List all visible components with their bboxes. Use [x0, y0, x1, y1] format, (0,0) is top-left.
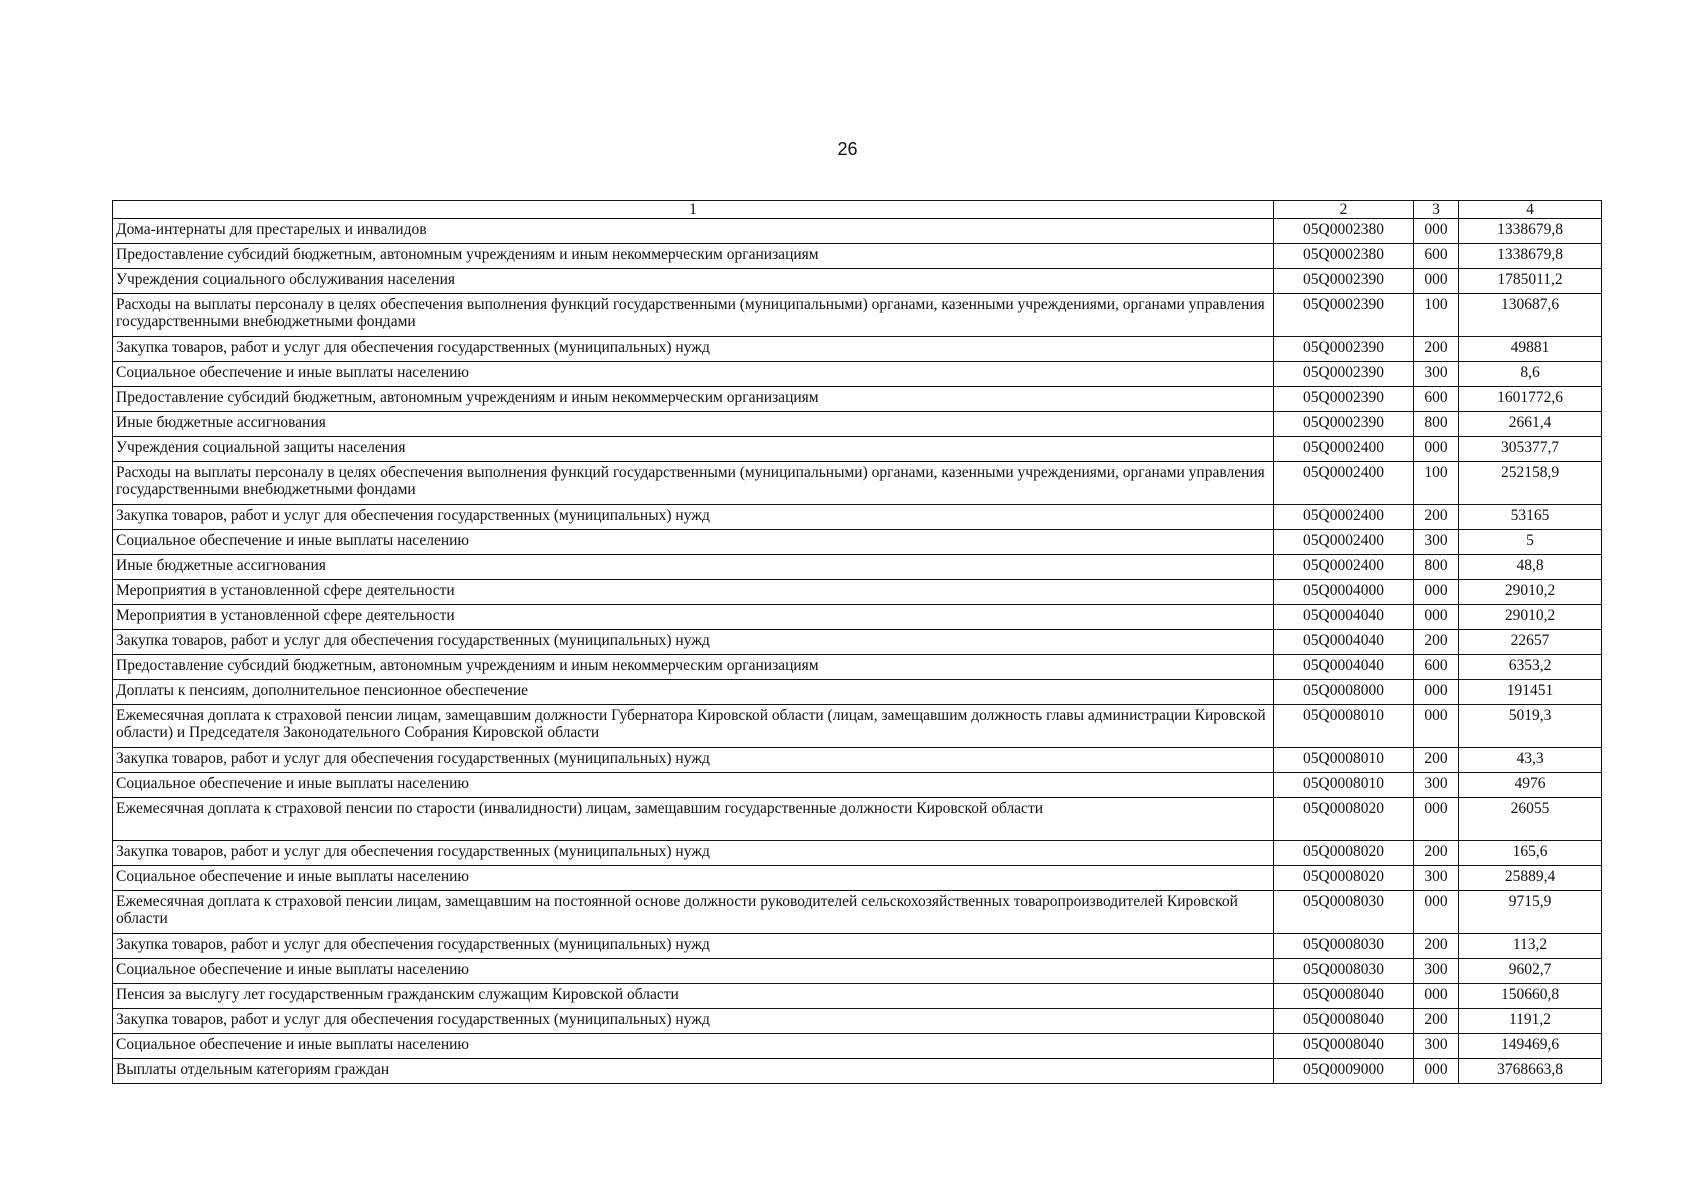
row-name-cell: Закупка товаров, работ и услуг для обеспечения государственных (муниципальных) нужд	[113, 748, 1274, 773]
table-row	[113, 841, 1602, 866]
table-row	[113, 412, 1602, 437]
row-name-cell: Расходы на выплаты персоналу в целях обеспечения выполнения функций государственными (муниципальными) органами, казенными учреждениями, органами управления государственными внебюджетными фондами	[113, 294, 1274, 337]
row-code-cell: 05Q0002380	[1274, 244, 1414, 269]
row-sum-cell: 4976	[1459, 773, 1602, 798]
row-name-cell: Ежемесячная доплата к страховой пенсии по старости (инвалидности) лицам, замещавшим государственные должности Кировской области	[113, 798, 1274, 841]
table-row	[113, 530, 1602, 555]
row-name-cell: Социальное обеспечение и иные выплаты населению	[113, 1034, 1274, 1059]
row-sum-cell: 191451	[1459, 680, 1602, 705]
row-code-cell: 05Q0004000	[1274, 580, 1414, 605]
row-kind-cell: 300	[1414, 866, 1459, 891]
row-name-cell: Учреждения социального обслуживания населения	[113, 269, 1274, 294]
row-code-cell: 05Q0004040	[1274, 655, 1414, 680]
row-name-cell: Социальное обеспечение и иные выплаты населению	[113, 530, 1274, 555]
row-kind-cell: 300	[1414, 773, 1459, 798]
table-row	[113, 362, 1602, 387]
row-sum-cell: 2661,4	[1459, 412, 1602, 437]
row-kind-cell: 600	[1414, 244, 1459, 269]
row-kind-cell: 000	[1414, 219, 1459, 244]
row-code-cell: 05Q0002390	[1274, 362, 1414, 387]
row-name-cell: Учреждения социальной защиты населения	[113, 437, 1274, 462]
row-code-cell: 05Q0004040	[1274, 605, 1414, 630]
row-kind-cell: 000	[1414, 705, 1459, 748]
row-sum-cell: 3768663,8	[1459, 1059, 1602, 1084]
row-name-cell: Доплаты к пенсиям, дополнительное пенсионное обеспечение	[113, 680, 1274, 705]
table-row	[113, 337, 1602, 362]
header-cell-name: 1	[113, 201, 1274, 219]
row-sum-cell: 25889,4	[1459, 866, 1602, 891]
row-name-cell: Дома-интернаты для престарелых и инвалидов	[113, 219, 1274, 244]
row-kind-cell: 300	[1414, 1034, 1459, 1059]
table-row	[113, 555, 1602, 580]
table-row	[113, 798, 1602, 841]
row-sum-cell: 1338679,8	[1459, 219, 1602, 244]
table-row	[113, 462, 1602, 505]
table-row	[113, 866, 1602, 891]
row-sum-cell: 149469,6	[1459, 1034, 1602, 1059]
table-row	[113, 773, 1602, 798]
row-name-cell: Мероприятия в установленной сфере деятельности	[113, 580, 1274, 605]
row-code-cell: 05Q0008020	[1274, 841, 1414, 866]
row-name-cell: Пенсия за выслугу лет государственным гражданским служащим Кировской области	[113, 984, 1274, 1009]
table-row	[113, 655, 1602, 680]
row-code-cell: 05Q0008040	[1274, 1009, 1414, 1034]
row-sum-cell: 113,2	[1459, 934, 1602, 959]
row-sum-cell: 165,6	[1459, 841, 1602, 866]
row-code-cell: 05Q0004040	[1274, 630, 1414, 655]
row-kind-cell: 300	[1414, 959, 1459, 984]
table-row	[113, 437, 1602, 462]
row-kind-cell: 000	[1414, 437, 1459, 462]
header-cell-kind: 3	[1414, 201, 1459, 219]
header-cell-code: 2	[1274, 201, 1414, 219]
row-code-cell: 05Q0002390	[1274, 337, 1414, 362]
table-row	[113, 891, 1602, 934]
row-sum-cell: 29010,2	[1459, 580, 1602, 605]
row-code-cell: 05Q0008030	[1274, 959, 1414, 984]
row-sum-cell: 252158,9	[1459, 462, 1602, 505]
row-sum-cell: 130687,6	[1459, 294, 1602, 337]
row-name-cell: Мероприятия в установленной сфере деятельности	[113, 605, 1274, 630]
row-sum-cell: 9602,7	[1459, 959, 1602, 984]
row-code-cell: 05Q0008030	[1274, 891, 1414, 934]
table-row	[113, 705, 1602, 748]
header-cell-sum: 4	[1459, 201, 1602, 219]
row-sum-cell: 48,8	[1459, 555, 1602, 580]
row-sum-cell: 8,6	[1459, 362, 1602, 387]
row-name-cell: Предоставление субсидий бюджетным, автономным учреждениям и иным некоммерческим организациям	[113, 387, 1274, 412]
row-name-cell: Ежемесячная доплата к страховой пенсии лицам, замещавшим должности Губернатора Кировской области (лицам, замещавшим должность главы администрации Кировской области) и Председателя Законодательного Собрания Кировской области	[113, 705, 1274, 748]
row-kind-cell: 600	[1414, 655, 1459, 680]
row-sum-cell: 9715,9	[1459, 891, 1602, 934]
row-name-cell: Социальное обеспечение и иные выплаты населению	[113, 959, 1274, 984]
table-row	[113, 984, 1602, 1009]
table-row	[113, 934, 1602, 959]
row-sum-cell: 150660,8	[1459, 984, 1602, 1009]
row-kind-cell: 200	[1414, 934, 1459, 959]
row-code-cell: 05Q0008000	[1274, 680, 1414, 705]
table-row	[113, 505, 1602, 530]
table-row	[113, 387, 1602, 412]
row-name-cell: Социальное обеспечение и иные выплаты населению	[113, 362, 1274, 387]
row-code-cell: 05Q0002390	[1274, 269, 1414, 294]
table-row	[113, 605, 1602, 630]
table-row	[113, 959, 1602, 984]
row-code-cell: 05Q0002380	[1274, 219, 1414, 244]
row-kind-cell: 000	[1414, 269, 1459, 294]
row-code-cell: 05Q0008020	[1274, 866, 1414, 891]
row-sum-cell: 26055	[1459, 798, 1602, 841]
row-name-cell: Закупка товаров, работ и услуг для обеспечения государственных (муниципальных) нужд	[113, 1009, 1274, 1034]
row-name-cell: Социальное обеспечение и иные выплаты населению	[113, 773, 1274, 798]
row-name-cell: Предоставление субсидий бюджетным, автономным учреждениям и иным некоммерческим организациям	[113, 244, 1274, 269]
row-code-cell: 05Q0002400	[1274, 437, 1414, 462]
row-sum-cell: 1601772,6	[1459, 387, 1602, 412]
row-kind-cell: 000	[1414, 798, 1459, 841]
row-code-cell: 05Q0008030	[1274, 934, 1414, 959]
row-sum-cell: 1785011,2	[1459, 269, 1602, 294]
row-kind-cell: 300	[1414, 362, 1459, 387]
row-code-cell: 05Q0008010	[1274, 748, 1414, 773]
row-sum-cell: 22657	[1459, 630, 1602, 655]
row-code-cell: 05Q0002390	[1274, 294, 1414, 337]
table-row	[113, 630, 1602, 655]
table-row	[113, 1059, 1602, 1084]
table-row	[113, 244, 1602, 269]
row-kind-cell: 200	[1414, 1009, 1459, 1034]
row-code-cell: 05Q0009000	[1274, 1059, 1414, 1084]
row-name-cell: Социальное обеспечение и иные выплаты населению	[113, 866, 1274, 891]
row-kind-cell: 200	[1414, 630, 1459, 655]
row-kind-cell: 000	[1414, 984, 1459, 1009]
row-code-cell: 05Q0002400	[1274, 530, 1414, 555]
table-row	[113, 1009, 1602, 1034]
budget-table	[112, 200, 1602, 1084]
row-code-cell: 05Q0002400	[1274, 555, 1414, 580]
row-code-cell: 05Q0008010	[1274, 773, 1414, 798]
row-code-cell: 05Q0002400	[1274, 462, 1414, 505]
table-row	[113, 294, 1602, 337]
row-code-cell: 05Q0008040	[1274, 984, 1414, 1009]
row-sum-cell: 305377,7	[1459, 437, 1602, 462]
page-number: 26	[837, 139, 858, 159]
row-code-cell: 05Q0002400	[1274, 505, 1414, 530]
row-name-cell: Закупка товаров, работ и услуг для обеспечения государственных (муниципальных) нужд	[113, 630, 1274, 655]
row-code-cell: 05Q0008010	[1274, 705, 1414, 748]
table-row	[113, 680, 1602, 705]
row-sum-cell: 5019,3	[1459, 705, 1602, 748]
row-sum-cell: 53165	[1459, 505, 1602, 530]
row-code-cell: 05Q0008040	[1274, 1034, 1414, 1059]
row-kind-cell: 800	[1414, 555, 1459, 580]
row-name-cell: Ежемесячная доплата к страховой пенсии лицам, замещавшим на постоянной основе должности руководителей сельскохозяйственных товаропроизводителей Кировской области	[113, 891, 1274, 934]
row-name-cell: Закупка товаров, работ и услуг для обеспечения государственных (муниципальных) нужд	[113, 505, 1274, 530]
row-kind-cell: 100	[1414, 462, 1459, 505]
row-sum-cell: 1191,2	[1459, 1009, 1602, 1034]
table-row	[113, 219, 1602, 244]
row-code-cell: 05Q0008020	[1274, 798, 1414, 841]
table-row	[113, 269, 1602, 294]
row-sum-cell: 29010,2	[1459, 605, 1602, 630]
table-row	[113, 580, 1602, 605]
row-kind-cell: 000	[1414, 1059, 1459, 1084]
row-name-cell: Выплаты отдельным категориям граждан	[113, 1059, 1274, 1084]
row-kind-cell: 100	[1414, 294, 1459, 337]
row-kind-cell: 200	[1414, 841, 1459, 866]
row-name-cell: Расходы на выплаты персоналу в целях обеспечения выполнения функций государственными (муниципальными) органами, казенными учреждениями, органами управления государственными внебюджетными фондами	[113, 462, 1274, 505]
row-kind-cell: 000	[1414, 605, 1459, 630]
row-name-cell: Иные бюджетные ассигнования	[113, 555, 1274, 580]
table-row	[113, 748, 1602, 773]
row-name-cell: Предоставление субсидий бюджетным, автономным учреждениям и иным некоммерческим организациям	[113, 655, 1274, 680]
row-sum-cell: 5	[1459, 530, 1602, 555]
row-kind-cell: 300	[1414, 530, 1459, 555]
row-name-cell: Закупка товаров, работ и услуг для обеспечения государственных (муниципальных) нужд	[113, 934, 1274, 959]
row-kind-cell: 000	[1414, 891, 1459, 934]
row-kind-cell: 000	[1414, 680, 1459, 705]
row-name-cell: Закупка товаров, работ и услуг для обеспечения государственных (муниципальных) нужд	[113, 337, 1274, 362]
row-kind-cell: 200	[1414, 748, 1459, 773]
row-sum-cell: 43,3	[1459, 748, 1602, 773]
row-kind-cell: 600	[1414, 387, 1459, 412]
row-sum-cell: 1338679,8	[1459, 244, 1602, 269]
table-row	[113, 1034, 1602, 1059]
row-kind-cell: 800	[1414, 412, 1459, 437]
row-sum-cell: 6353,2	[1459, 655, 1602, 680]
row-kind-cell: 000	[1414, 580, 1459, 605]
row-name-cell: Иные бюджетные ассигнования	[113, 412, 1274, 437]
row-code-cell: 05Q0002390	[1274, 387, 1414, 412]
row-kind-cell: 200	[1414, 337, 1459, 362]
row-code-cell: 05Q0002390	[1274, 412, 1414, 437]
row-name-cell: Закупка товаров, работ и услуг для обеспечения государственных (муниципальных) нужд	[113, 841, 1274, 866]
row-kind-cell: 200	[1414, 505, 1459, 530]
row-sum-cell: 49881	[1459, 337, 1602, 362]
table-header-row	[113, 201, 1602, 219]
